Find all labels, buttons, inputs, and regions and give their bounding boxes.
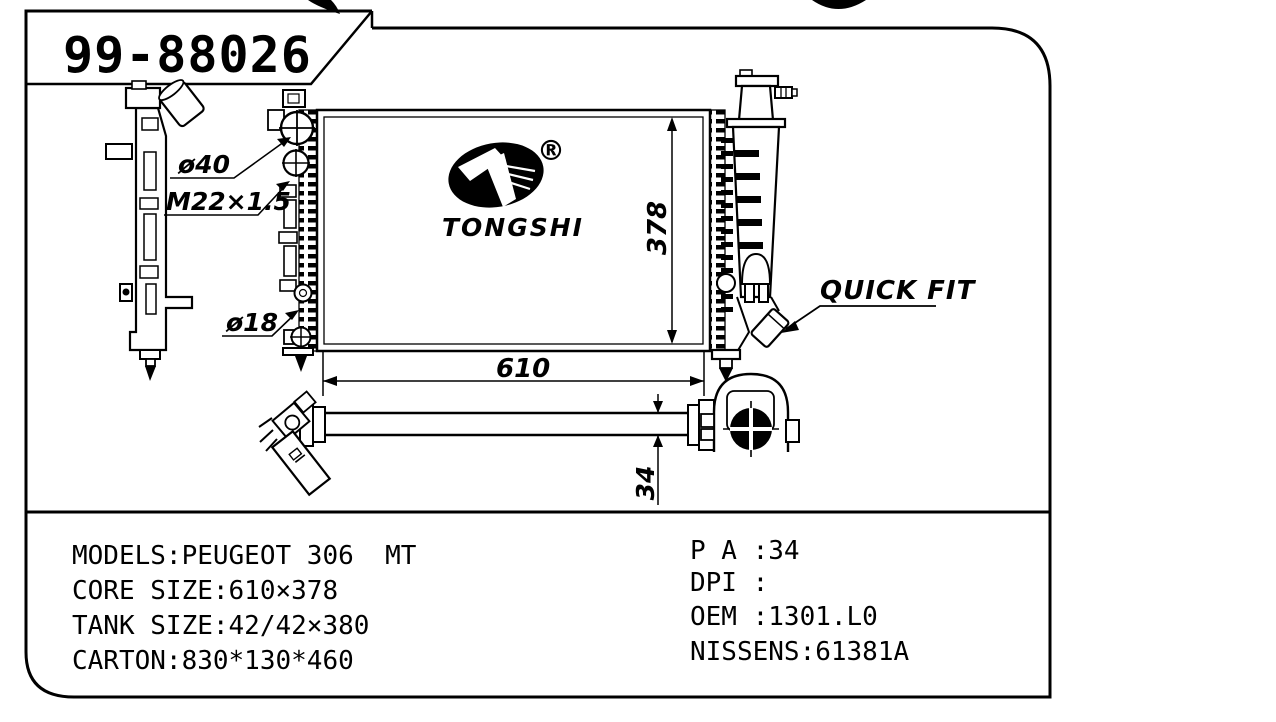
- bottom-bar: [324, 413, 688, 435]
- side-view: [106, 77, 205, 381]
- brand-name: TONGSHI: [442, 213, 584, 242]
- part-number: 99-88026: [63, 26, 312, 84]
- petcock-pin: [295, 356, 307, 372]
- dim-core-height: 378: [643, 200, 673, 256]
- spec-nissens: NISSENS:61381A: [690, 637, 910, 667]
- drain-port-icon: [295, 285, 312, 302]
- dim-depth: 34: [631, 465, 660, 501]
- annotation-drain-diameter: ø18: [226, 308, 278, 337]
- spec-carton: CARTON:830*130*460: [72, 646, 354, 676]
- annotation-inlet-diameter: ø40: [178, 150, 230, 179]
- spec-models: MODELS:PEUGEOT 306 MT: [72, 541, 417, 571]
- quick-fit-connector: [750, 308, 789, 348]
- core-seam-left: [299, 110, 317, 351]
- curl-arrow-icon: [812, 0, 866, 9]
- spec-tank-size: TANK SIZE:42/42×380: [72, 611, 370, 641]
- registered-mark: ®: [537, 134, 565, 167]
- spec-oem: OEM :1301.L0: [690, 602, 878, 632]
- annotation-quick-fit: QUICK FIT: [820, 276, 976, 306]
- spec-dpi: DPI :: [690, 568, 769, 598]
- bottom-view: [259, 374, 799, 495]
- drain-pin: [145, 366, 156, 381]
- leader-quick-fit: [786, 306, 936, 329]
- annotation-filler-thread: M22×1.5: [166, 187, 291, 216]
- spec-core-size: CORE SIZE:610×378: [72, 576, 339, 606]
- spec-pa: P A :34: [690, 536, 800, 566]
- filler-neck: [739, 86, 773, 120]
- tank-dome: [742, 254, 770, 284]
- top-curl-arrows: [308, 0, 866, 14]
- filler-cap: [736, 76, 778, 86]
- dim-core-width: 610: [496, 354, 551, 384]
